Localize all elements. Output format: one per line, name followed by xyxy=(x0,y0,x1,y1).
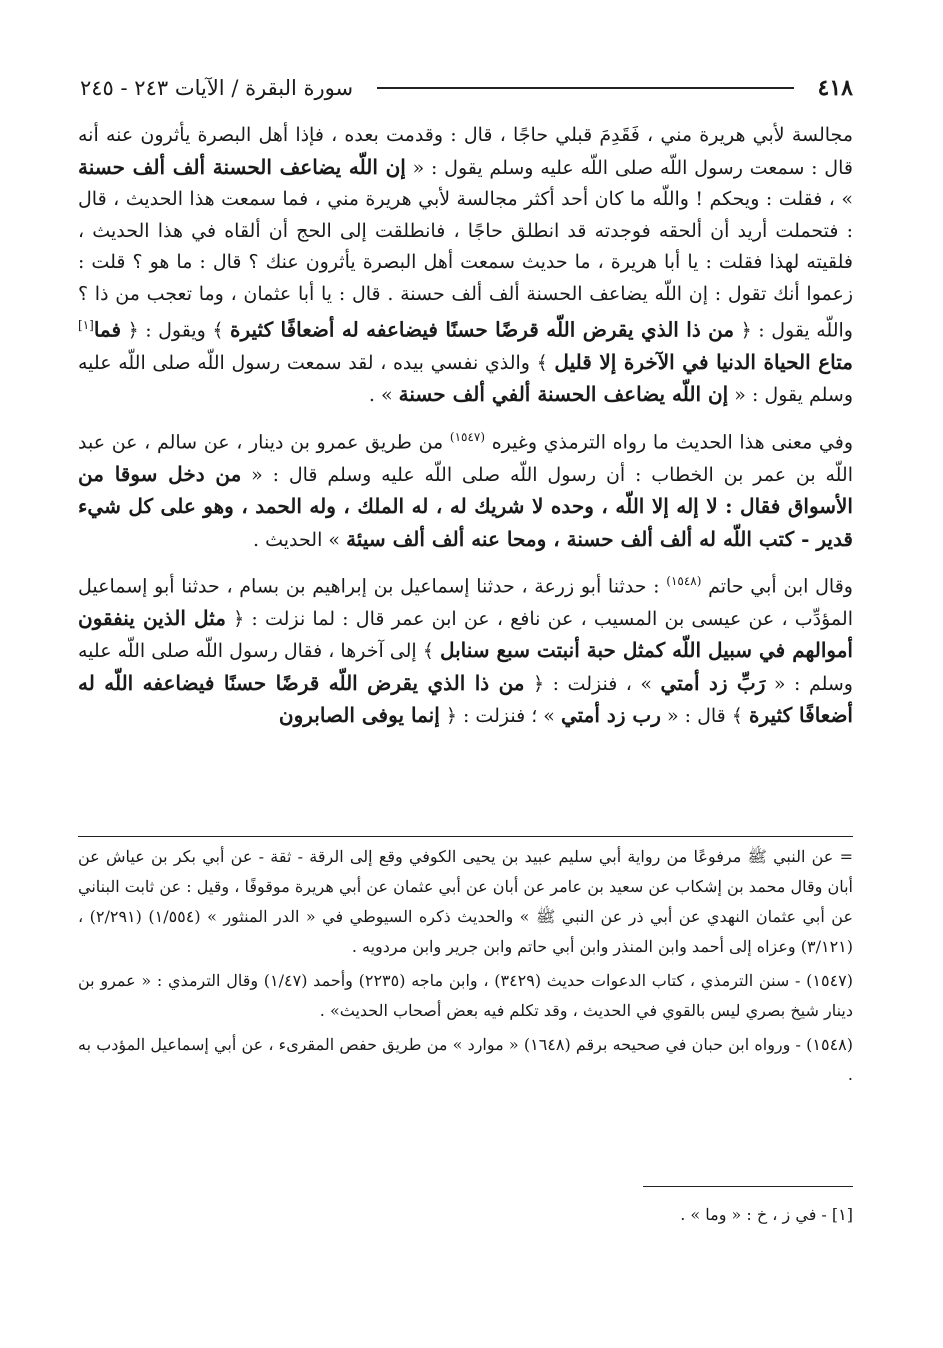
text: وقال ابن أبي حاتم xyxy=(708,575,853,598)
quran-verse: فما xyxy=(93,317,122,342)
footnote-continued: = عن النبي ﷺ مرفوعًا من رواية أبي سليم عبيد بن يحيى الكوفي وقع إلى الرقة - ثقة - عن أبي بكر بن عياش عن أبان وقال محمد بن إشكاب عن سعيد بن عامر عن أبان عن أبي عثمان عن أبي هريرة موقوفًا ، وقيل : عن ثابت البناني عن أبي عثمان النهدي عن أبي ذر عن النبي ﷺ » والحديث ذكره السيوطي في « الدر المنثور » (١/٥٥٤) (٢/٢٩١) ، (٣/١٢١) وعزاه إلى أحمد وابن المنذر وابن أبي حاتم وابن جرير وابن مردويه . xyxy=(78,847,853,956)
hadith-quote: إن اللّه يضاعف الحسنة ألفي ألف حسنة xyxy=(398,382,729,407)
text: من طريق عمرو بن دينار ، عن سالم ، عن عبد اللّه بن عمر بن الخطاب : أن رسول اللّه صلى اللّه عليه وسلم قال : « xyxy=(78,431,853,486)
text: وفي معنى هذا الحديث ما رواه الترمذي وغيره xyxy=(491,431,854,454)
text: ﴾ قال : « xyxy=(666,705,743,728)
footnote-reference[interactable]: (١٥٤٧) xyxy=(449,429,486,444)
page-header xyxy=(80,68,853,108)
text: : حدثنا أبو زرعة ، حدثنا إسماعيل بن إبراهيم بن بسام ، حدثنا أبو إسماعيل المؤدِّب ، عن عيسى بن المسيب ، عن نافع ، عن ابن عمر قال : لما نزلت : ﴿ xyxy=(78,575,853,630)
quran-verse: من ذا الذي يقرض اللّه قرضًا حسنًا فيضاعفه اللّه له أضعافًا كثيرة xyxy=(78,670,853,728)
page-number: ٤١٨ xyxy=(817,75,853,101)
text: » ؛ فنزلت : ﴿ xyxy=(445,705,555,728)
text: » الحديث . xyxy=(253,528,341,551)
main-text xyxy=(78,120,853,743)
variant-reference[interactable]: [١] xyxy=(78,318,94,332)
quran-verse: متاع الحياة الدنيا في الآخرة إلا قليل xyxy=(554,349,853,374)
header-rule xyxy=(377,87,793,89)
hadith-quote: إن اللّه يضاعف الحسنة ألف ألف حسنة xyxy=(78,154,406,179)
text: ﴾ إلى آخرها ، فقال رسول اللّه صلى اللّه عليه وسلم : « xyxy=(78,640,853,695)
hadith-quote: رَبِّ زد أمتي xyxy=(660,670,766,695)
quran-verse: من ذا الذي يقرض اللّه قرضًا حسنًا فيضاعفه له أضعافًا كثيرة xyxy=(229,317,735,342)
quran-verse: مثل الذين ينفقون أموالهم في سبيل اللّه كمثل حبة أنبتت سبع سنابل xyxy=(78,605,853,663)
variant-note: [١] - في ز ، خ : « وما » . xyxy=(680,1205,853,1224)
footnote-reference[interactable]: (١٥٤٨) xyxy=(666,574,702,589)
hadith-quote: من دخل سوقا من الأسواق فقال : لا إله إلا اللّه ، وحده لا شريك له ، له الملك ، وله الحمد ، وهو على كل شيء قدير - كتب اللّه له ألف ألف حسنة ، ومحا عنه ألف ألف سيئة xyxy=(78,461,853,551)
text: » ، فقلت : ويحكم ! واللّه ما كان أحد أكثر مجالسة لأبي هريرة مني ، فما سمعت هذا الحديث ، قال : فتحملت أريد أن ألحقه فوجدته قد انطلق حاجًا ، فانطلقت إلى الحج أن ألقاه في هذا الحديث ، فلقيته لهذا فقلت : يا أبا هريرة ، ما حديث سمعت أهل البصرة يأثرون عنك ؟ قال : ما هو ؟ قلت : زعموا أنك تقول : إن اللّه يضاعف الحسنة ألف ألف حسنة . قال : يا أبا عثمان ، وما تعجب من ذا ؟ واللّه يقول : ﴿ xyxy=(78,188,853,342)
footnote-1548: (١٥٤٨) - ورواه ابن حبان في صحيحه برقم (١٦٤٨) « موارد » من طريق حفص المقرىء ، عن أبي إسماعيل المؤدب به . xyxy=(78,1035,854,1084)
hadith-quote: رب زد أمتي xyxy=(560,703,661,728)
text: ﴾ والذي نفسي بيده ، لقد سمعت رسول اللّه صلى اللّه عليه وسلم يقول : « xyxy=(78,351,853,407)
footnote-1547: (١٥٤٧) - سنن الترمذي ، كتاب الدعوات حديث (٣٤٢٩) ، وابن ماجه (٢٢٣٥) وأحمد (١/٤٧) وقال الترمذي : « عمرو بن دينار شيخ بصري ليس بالقوي في الحديث ، وقد تكلم فيه بعض أصحاب الحديث» . xyxy=(78,971,854,1020)
paragraph-3 xyxy=(78,566,853,733)
quran-verse: إنما يوفى الصابرون xyxy=(278,703,440,728)
variant-rule xyxy=(643,1186,853,1187)
text: مجالسة لأبي هريرة مني ، فَقَدِمَ قبلي حاجًا ، قال : وقدمت بعده ، فإذا أهل البصرة يأثرون عنه أنه قال : سمعت رسول اللّه صلى اللّه عليه وسلم يقول : « xyxy=(78,124,853,179)
running-title: سورة البقرة / الآيات ٢٤٣ - ٢٤٥ xyxy=(80,76,354,100)
paragraph-2 xyxy=(78,422,853,556)
footnotes xyxy=(78,842,853,1094)
paragraph-1 xyxy=(78,120,853,412)
text: » ، فنزلت : ﴿ xyxy=(533,672,653,695)
footnote-rule xyxy=(78,836,853,837)
text: ﴾ ويقول : ﴿ xyxy=(127,319,224,342)
text: » . xyxy=(368,384,393,407)
